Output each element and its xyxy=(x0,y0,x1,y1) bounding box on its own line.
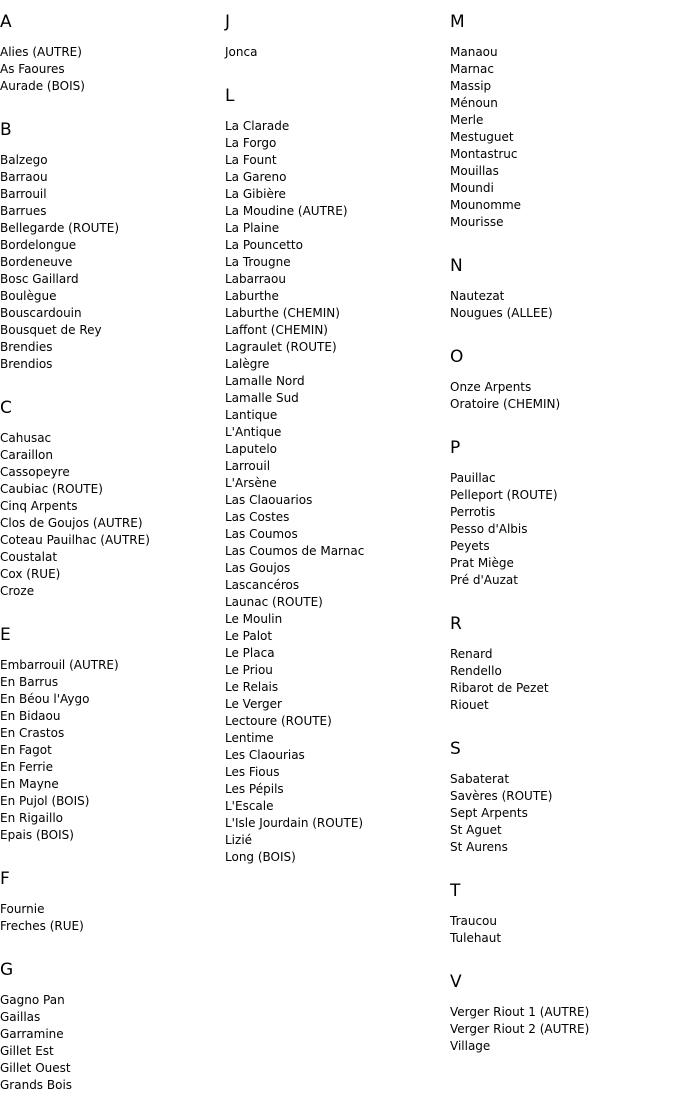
place-link[interactable]: Lamalle Nord xyxy=(225,374,305,388)
letter-heading: M xyxy=(450,12,465,32)
place-link[interactable]: Le Palot xyxy=(225,629,273,643)
place-link[interactable]: Lizié xyxy=(225,833,253,847)
index-column-1 xyxy=(0,12,222,1094)
letter-heading: N xyxy=(450,256,463,276)
place-link[interactable]: Caubiac (ROUTE) xyxy=(0,482,103,496)
place-link[interactable]: Balzego xyxy=(0,153,48,167)
place-link[interactable]: Clos de Goujos (AUTRE) xyxy=(0,516,143,530)
place-link[interactable]: Garramine xyxy=(0,1027,64,1041)
place-list xyxy=(450,1004,672,1055)
place-link[interactable]: Lascancéros xyxy=(225,578,300,592)
letter-group-f xyxy=(0,869,222,935)
place-link[interactable]: Montastruc xyxy=(450,147,518,161)
place-link[interactable]: Las Claouarios xyxy=(225,493,313,507)
place-link[interactable]: Oratoire (CHEMIN) xyxy=(450,397,561,411)
letter-group-c xyxy=(0,398,222,600)
place-link[interactable]: Las Goujos xyxy=(225,561,291,575)
place-list xyxy=(450,913,672,947)
place-list xyxy=(0,657,222,844)
place-link[interactable]: Caraillon xyxy=(0,448,53,462)
place-link[interactable]: Barraou xyxy=(0,170,48,184)
letter-group-o xyxy=(450,347,672,413)
place-link[interactable]: L'Escale xyxy=(225,799,274,813)
place-list xyxy=(0,152,222,373)
letter-heading: S xyxy=(450,739,461,759)
letter-group-v xyxy=(450,972,672,1055)
letter-group-j xyxy=(225,12,447,61)
letter-heading: F xyxy=(0,869,10,889)
place-link[interactable]: Cahusac xyxy=(0,431,52,445)
place-link[interactable]: Pesso d'Albis xyxy=(450,522,528,536)
place-link[interactable]: Ribarot de Pezet xyxy=(450,681,549,695)
group-spacer xyxy=(450,589,672,614)
letter-heading: A xyxy=(0,12,12,32)
place-list xyxy=(225,118,447,866)
place-link[interactable]: Mourisse xyxy=(450,215,504,229)
place-link[interactable]: Verger Riout 1 (AUTRE) xyxy=(450,1005,590,1019)
letter-group-l xyxy=(225,86,447,866)
place-link[interactable]: La Gareno xyxy=(225,170,287,184)
group-spacer xyxy=(450,413,672,438)
group-spacer xyxy=(450,856,672,881)
place-link[interactable]: Manaou xyxy=(450,45,498,59)
place-link[interactable]: En Fagot xyxy=(0,743,52,757)
index-column-3 xyxy=(450,12,672,1055)
letter-heading: G xyxy=(0,960,14,980)
place-list xyxy=(450,771,672,856)
place-link[interactable]: Mestuguet xyxy=(450,130,514,144)
letter-heading: O xyxy=(450,347,464,367)
place-link[interactable]: Larrouil xyxy=(225,459,271,473)
place-link[interactable]: La Gibière xyxy=(225,187,286,201)
place-link[interactable]: Coteau Pauilhac (AUTRE) xyxy=(0,533,150,547)
place-link[interactable]: Epais (BOIS) xyxy=(0,828,74,842)
place-link[interactable]: En Crastos xyxy=(0,726,65,740)
place-link[interactable]: Bouscardouin xyxy=(0,306,82,320)
place-link[interactable]: Ménoun xyxy=(450,96,498,110)
group-spacer xyxy=(0,373,222,398)
place-link[interactable]: Las Coumos de Marnac xyxy=(225,544,365,558)
place-link[interactable]: Merle xyxy=(450,113,484,127)
place-link[interactable]: La Moudine (AUTRE) xyxy=(225,204,348,218)
place-link[interactable]: En Ferrie xyxy=(0,760,54,774)
place-link[interactable]: Les Claourias xyxy=(225,748,305,762)
place-list xyxy=(0,901,222,935)
group-spacer xyxy=(450,947,672,972)
place-link[interactable]: Alies (AUTRE) xyxy=(0,45,82,59)
place-link[interactable]: Barrues xyxy=(0,204,47,218)
place-list xyxy=(450,288,672,322)
place-link[interactable]: Prat Miège xyxy=(450,556,514,570)
place-link[interactable]: Le Placa xyxy=(225,646,275,660)
place-link[interactable]: Gillet Ouest xyxy=(0,1061,71,1075)
place-link[interactable]: Gaillas xyxy=(0,1010,41,1024)
place-link[interactable]: Peyets xyxy=(450,539,490,553)
place-link[interactable]: Bosc Gaillard xyxy=(0,272,79,286)
letter-heading: V xyxy=(450,972,462,992)
place-link[interactable]: Perrotis xyxy=(450,505,496,519)
place-link[interactable]: Pauillac xyxy=(450,471,496,485)
place-link[interactable]: Bordeneuve xyxy=(0,255,73,269)
place-link[interactable]: Les Pépils xyxy=(225,782,284,796)
group-spacer xyxy=(450,231,672,256)
place-link[interactable]: Bellegarde (ROUTE) xyxy=(0,221,120,235)
place-link[interactable]: St Aguet xyxy=(450,823,502,837)
place-link[interactable]: Le Relais xyxy=(225,680,279,694)
place-link[interactable]: Mouillas xyxy=(450,164,499,178)
place-link[interactable]: Lectoure (ROUTE) xyxy=(225,714,332,728)
place-link[interactable]: Sabaterat xyxy=(450,772,510,786)
group-spacer xyxy=(225,61,447,86)
place-link[interactable]: Nautezat xyxy=(450,289,505,303)
place-link[interactable]: Laputelo xyxy=(225,442,278,456)
letter-group-g xyxy=(0,960,222,1094)
place-link[interactable]: Brendies xyxy=(0,340,53,354)
place-list xyxy=(0,430,222,600)
place-link[interactable]: Brendios xyxy=(0,357,53,371)
place-link[interactable]: Riouet xyxy=(450,698,489,712)
place-link[interactable]: Embarrouil (AUTRE) xyxy=(0,658,119,672)
place-link[interactable]: Bousquet de Rey xyxy=(0,323,102,337)
place-link[interactable]: Nougues (ALLEE) xyxy=(450,306,553,320)
letter-group-t xyxy=(450,881,672,947)
place-link[interactable]: Le Priou xyxy=(225,663,273,677)
place-link[interactable]: Las Costes xyxy=(225,510,290,524)
letter-group-n xyxy=(450,256,672,322)
place-link[interactable]: Laburthe (CHEMIN) xyxy=(225,306,340,320)
letter-heading: T xyxy=(450,881,461,901)
place-link[interactable]: Pelleport (ROUTE) xyxy=(450,488,558,502)
place-link[interactable]: En Pujol (BOIS) xyxy=(0,794,90,808)
place-link[interactable]: Moundi xyxy=(450,181,494,195)
place-list xyxy=(0,44,222,95)
place-link[interactable]: Gillet Est xyxy=(0,1044,54,1058)
place-link[interactable]: En Barrus xyxy=(0,675,59,689)
place-link[interactable]: Barrouil xyxy=(0,187,47,201)
group-spacer xyxy=(0,844,222,869)
index-column-2 xyxy=(225,12,447,866)
place-link[interactable]: Village xyxy=(450,1039,491,1053)
place-link[interactable]: Cox (RUE) xyxy=(0,567,61,581)
place-link[interactable]: Laburthe xyxy=(225,289,279,303)
place-link[interactable]: Jonca xyxy=(225,45,258,59)
letter-heading: B xyxy=(0,120,12,140)
place-link[interactable]: Lentime xyxy=(225,731,274,745)
place-link[interactable]: Massip xyxy=(450,79,492,93)
place-list xyxy=(450,44,672,231)
place-link[interactable]: Lalègre xyxy=(225,357,270,371)
place-link[interactable]: L'Antique xyxy=(225,425,282,439)
letter-heading: C xyxy=(0,398,12,418)
place-link[interactable]: Lagraulet (ROUTE) xyxy=(225,340,337,354)
place-link[interactable]: As Faoures xyxy=(0,62,65,76)
letter-group-r xyxy=(450,614,672,714)
letter-heading: L xyxy=(225,86,235,106)
letter-heading: P xyxy=(450,438,461,458)
place-link[interactable]: Labarraou xyxy=(225,272,286,286)
place-link[interactable]: Long (BOIS) xyxy=(225,850,296,864)
letter-group-b xyxy=(0,120,222,373)
letter-heading: J xyxy=(225,12,231,32)
place-link[interactable]: Marnac xyxy=(450,62,494,76)
letter-heading: E xyxy=(0,625,11,645)
place-link[interactable]: L'Isle Jourdain (ROUTE) xyxy=(225,816,364,830)
place-link[interactable]: Cassopeyre xyxy=(0,465,70,479)
place-link[interactable]: Gagno Pan xyxy=(0,993,65,1007)
place-link[interactable]: En Rigaillo xyxy=(0,811,63,825)
group-spacer xyxy=(0,935,222,960)
letter-heading: R xyxy=(450,614,462,634)
group-spacer xyxy=(450,322,672,347)
group-spacer xyxy=(0,95,222,120)
place-link[interactable]: Lamalle Sud xyxy=(225,391,299,405)
place-link[interactable]: En Bidaou xyxy=(0,709,61,723)
letter-group-s xyxy=(450,739,672,856)
place-link[interactable]: Sept Arpents xyxy=(450,806,528,820)
place-link[interactable]: Las Coumos xyxy=(225,527,298,541)
letter-group-m xyxy=(450,12,672,231)
place-link[interactable]: Le Moulin xyxy=(225,612,283,626)
place-link[interactable]: Tulehaut xyxy=(450,931,502,945)
place-link[interactable]: La Trougne xyxy=(225,255,291,269)
place-link[interactable]: Cinq Arpents xyxy=(0,499,78,513)
place-link[interactable]: Freches (RUE) xyxy=(0,919,84,933)
letter-group-e xyxy=(0,625,222,844)
place-list xyxy=(450,379,672,413)
place-list xyxy=(225,44,447,61)
place-link[interactable]: Le Verger xyxy=(225,697,282,711)
place-link[interactable]: Croze xyxy=(0,584,35,598)
place-link[interactable]: En Mayne xyxy=(0,777,59,791)
place-link[interactable]: Lantique xyxy=(225,408,278,422)
place-link[interactable]: Renard xyxy=(450,647,493,661)
place-link[interactable]: Traucou xyxy=(450,914,498,928)
place-link[interactable]: Rendello xyxy=(450,664,502,678)
place-link[interactable]: St Aurens xyxy=(450,840,508,854)
place-list xyxy=(450,470,672,589)
place-link[interactable]: Verger Riout 2 (AUTRE) xyxy=(450,1022,590,1036)
group-spacer xyxy=(0,600,222,625)
place-link[interactable]: La Forgo xyxy=(225,136,277,150)
letter-group-a xyxy=(0,12,222,95)
place-link[interactable]: Bordelongue xyxy=(0,238,77,252)
place-link[interactable]: Grands Bois xyxy=(0,1078,73,1092)
place-link[interactable]: Boulègue xyxy=(0,289,57,303)
place-link[interactable]: Pré d'Auzat xyxy=(450,573,518,587)
place-link[interactable]: Fournie xyxy=(0,902,45,916)
place-link[interactable]: Launac (ROUTE) xyxy=(225,595,323,609)
place-link[interactable]: Coustalat xyxy=(0,550,58,564)
place-link[interactable]: Savères (ROUTE) xyxy=(450,789,553,803)
place-link[interactable]: Laffont (CHEMIN) xyxy=(225,323,328,337)
place-link[interactable]: Onze Arpents xyxy=(450,380,532,394)
place-link[interactable]: La Fount xyxy=(225,153,277,167)
place-link[interactable]: Aurade (BOIS) xyxy=(0,79,85,93)
place-link[interactable]: Les Fious xyxy=(225,765,280,779)
group-spacer xyxy=(450,714,672,739)
place-link[interactable]: L'Arsène xyxy=(225,476,277,490)
place-link[interactable]: La Plaine xyxy=(225,221,280,235)
place-link[interactable]: La Pouncetto xyxy=(225,238,303,252)
place-link[interactable]: En Béou l'Aygo xyxy=(0,692,90,706)
place-link[interactable]: Mounomme xyxy=(450,198,522,212)
place-list xyxy=(0,992,222,1094)
place-link[interactable]: La Clarade xyxy=(225,119,290,133)
place-list xyxy=(450,646,672,714)
letter-group-p xyxy=(450,438,672,589)
